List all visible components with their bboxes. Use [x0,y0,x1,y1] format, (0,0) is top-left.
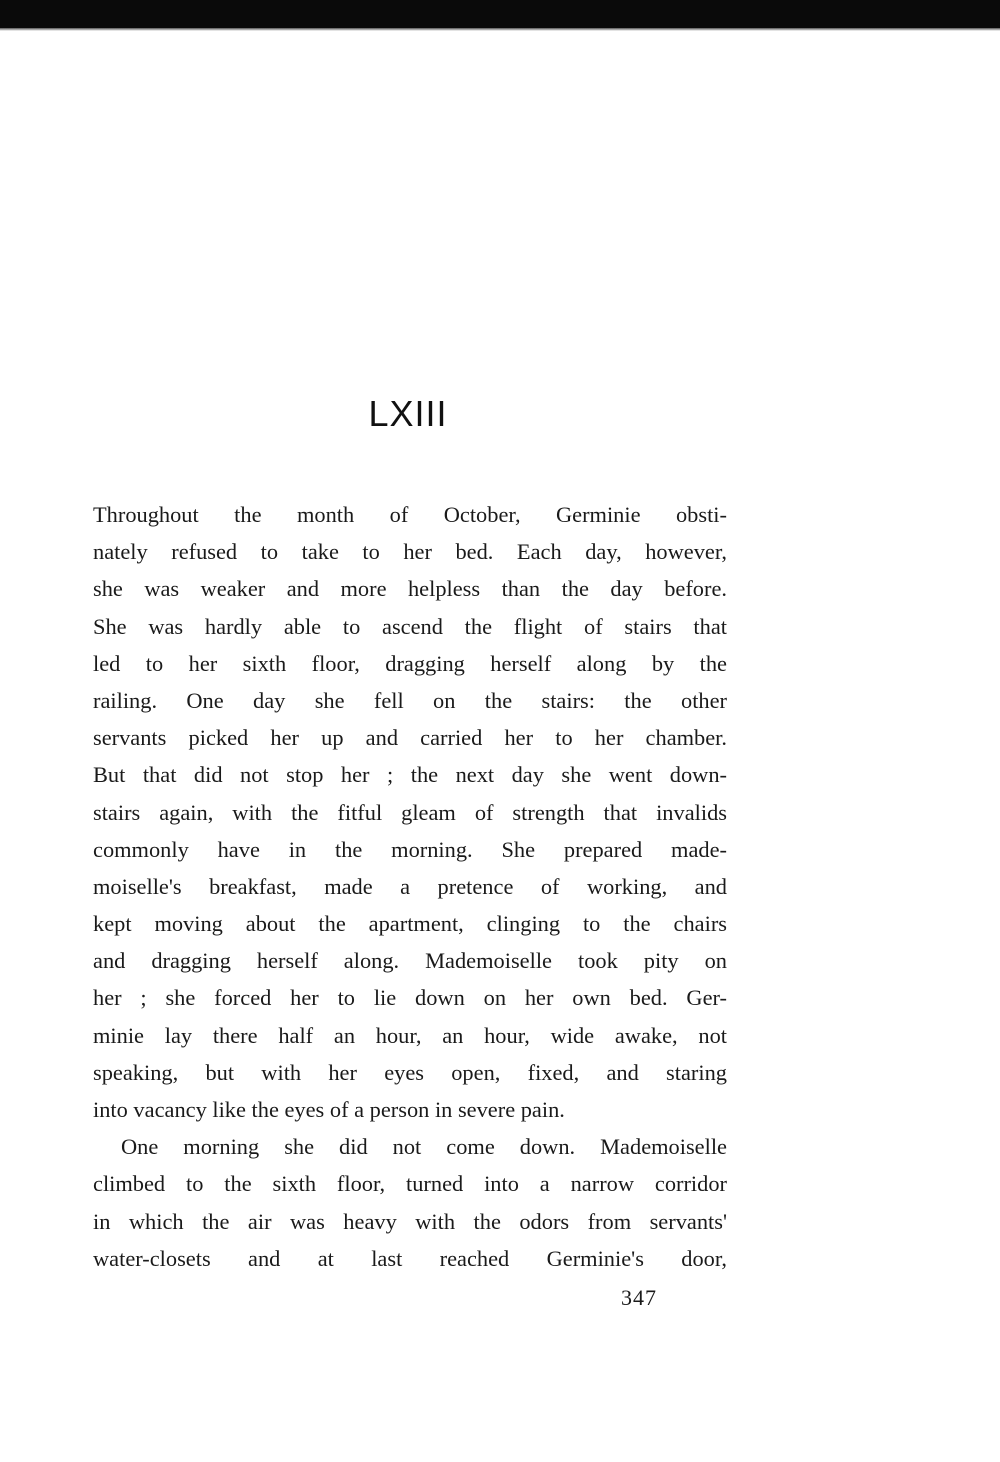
chapter-heading: LXIII [368,393,448,434]
text-line: But that did not stop her ; the next day she went down- [93,762,727,788]
scan-edge-shadow [0,28,1000,31]
text-line: climbed to the sixth floor, turned into a narrow corridor [93,1171,727,1197]
text-line: her ; she forced her to lie down on her own bed. Ger- [93,985,727,1011]
text-line: led to her sixth floor, dragging herself along by the [93,650,727,676]
text-line: moiselle's breakfast, made a pretence of working, and [93,873,727,899]
text-line: commonly have in the morning. She prepared made- [93,836,727,862]
page-number: 347 [621,1285,657,1310]
text-line: minie lay there half an hour, an hour, wide awake, not [93,1022,727,1048]
text-line: speaking, but with her eyes open, fixed, and staring [93,1059,727,1085]
text-line: water-closets and at last reached Germinie's door, [93,1245,727,1271]
text-line: into vacancy like the eyes of a person in severe pain. [93,1097,565,1122]
text-line: stairs again, with the fitful gleam of strength that invalids [93,799,727,825]
text-line: in which the air was heavy with the odors from servants' [93,1208,727,1234]
text-line: One morning she did not come down. Mademoiselle [121,1134,727,1160]
text-line: railing. One day she fell on the stairs: the other [93,687,727,713]
text-line: nately refused to take to her bed. Each day, however, [93,539,727,565]
text-line: Throughout the month of October, Germinie obsti- [93,502,727,527]
body-text [93,496,727,1277]
text-line: kept moving about the apartment, clinging to the chairs [93,911,727,937]
scan-edge-bar [0,0,1000,28]
text-line: She was hardly able to ascend the flight of stairs that [93,613,727,639]
text-line: and dragging herself along. Mademoiselle took pity on [93,948,727,974]
text-line: servants picked her up and carried her to her chamber. [93,725,727,751]
text-line: she was weaker and more helpless than the day before. [93,576,727,602]
